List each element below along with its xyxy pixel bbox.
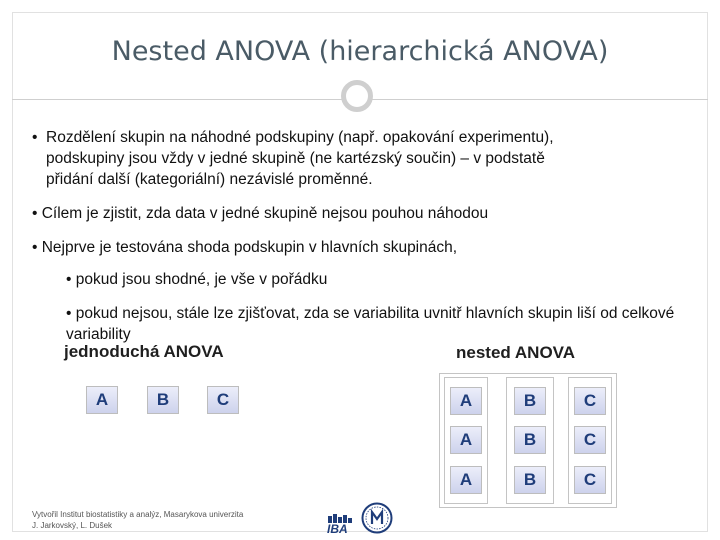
slide-title: Nested ANOVA (hierarchická ANOVA): [111, 36, 609, 67]
nested-subgroup-box: B: [514, 466, 546, 494]
iba-logo-text: IBA: [327, 522, 348, 536]
nested-subgroup-box: C: [574, 426, 606, 454]
bullet-1: [32, 127, 692, 190]
footer-line-2: J. Jarkovský, L. Dušek: [32, 521, 113, 530]
footer-credits: [32, 509, 243, 531]
bullet-1-line-1: Rozdělení skupin na náhodné podskupiny (např. opakování experimentu),: [46, 129, 554, 146]
simple-group-box: B: [147, 386, 179, 414]
bullet-glyph: •: [32, 129, 38, 146]
simple-anova-label: jednoduchá ANOVA: [64, 342, 224, 361]
divider-ring-ornament: [341, 80, 373, 112]
nested-subgroup-box: A: [450, 426, 482, 454]
nested-subgroup-box: C: [574, 466, 606, 494]
nested-subgroup-box: A: [450, 387, 482, 415]
bullet-1-line-2: podskupiny jsou vždy v jedné skupině (ne kartézský součin) – v podstatě: [46, 150, 545, 167]
sub-bullet-1: • pokud jsou shodné, je vše v pořádku: [66, 271, 328, 288]
bullet-1-line-3: přidání další (kategoriální) nezávislé proměnné.: [46, 171, 373, 188]
nested-anova-label: nested ANOVA: [456, 343, 576, 362]
bullet-3: • Nejprve je testována shoda podskupin v hlavních skupinách,: [32, 239, 458, 256]
footer-line-1: Vytvořil Institut biostatistiky a analýz, Masarykova univerzita: [32, 510, 244, 519]
simple-group-box: A: [86, 386, 118, 414]
nested-subgroup-box: A: [450, 466, 482, 494]
nested-subgroup-box: B: [514, 426, 546, 454]
sub-bullet-2: • pokud nejsou, stále lze zjišťovat, zda se variabilita uvnitř hlavních skupin liší od celkové variability: [66, 305, 675, 343]
masaryk-university-seal-icon: [361, 502, 393, 534]
simple-group-box: C: [207, 386, 239, 414]
bullet-2: • Cílem je zjistit, zda data v jedné skupině nejsou pouhou náhodou: [32, 205, 489, 222]
nested-subgroup-box: C: [574, 387, 606, 415]
nested-subgroup-box: B: [514, 387, 546, 415]
